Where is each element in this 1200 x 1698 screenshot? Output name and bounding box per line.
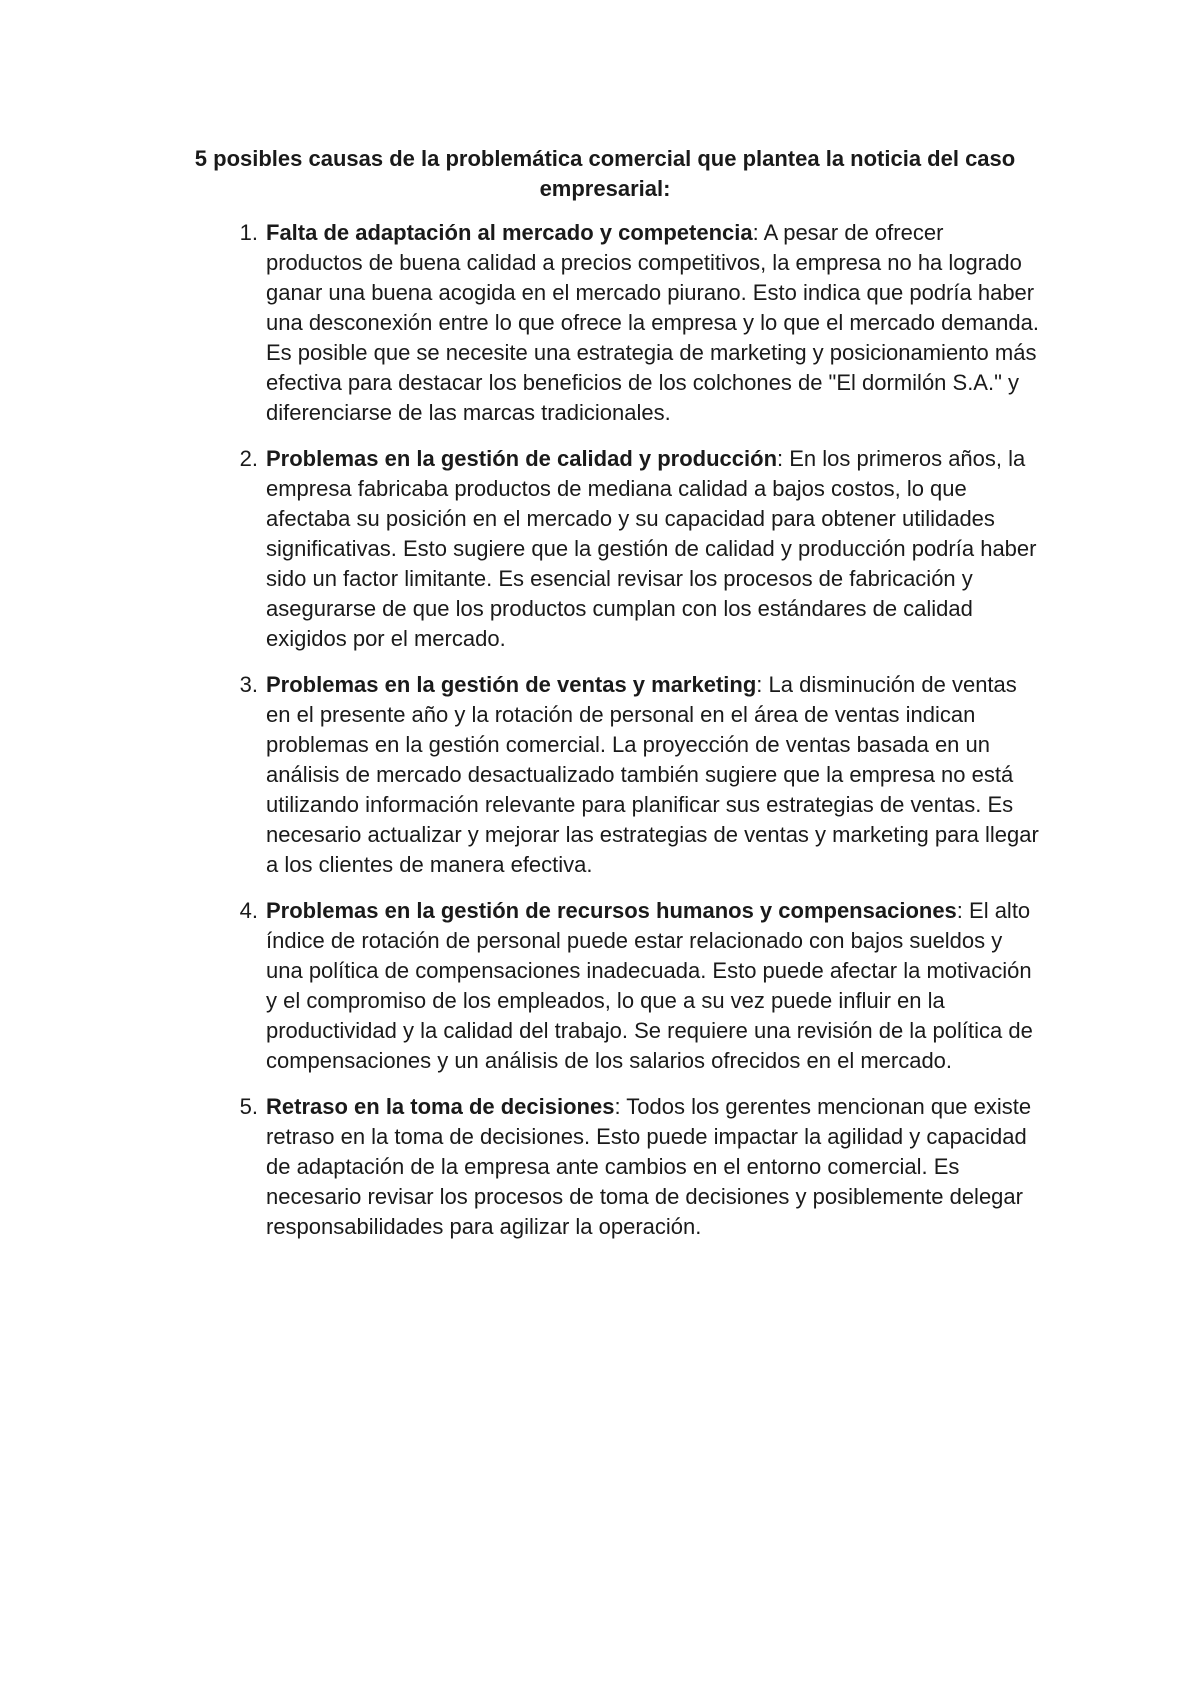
list-item — [0, 1092, 1200, 1242]
list-item-text: : En los primeros años, la empresa fabricaba productos de mediana calidad a bajos costos, lo que afectaba su posición en el mercado y su capacidad para obtener utilidades significativas. Esto sugiere que la gestión de calidad y producción podría haber sido un factor limitante. Es esencial revisar los procesos de fabricación y asegurarse de que los productos cumplan con los estándares de calidad exigidos por el mercado. — [266, 446, 1037, 651]
list-item-number: 5. — [239, 1094, 258, 1119]
list-item-heading: Falta de adaptación al mercado y competencia — [266, 220, 753, 245]
list-item-text: : El alto índice de rotación de personal puede estar relacionado con bajos sueldos y una política de compensaciones inadecuada. Esto puede afectar la motivación y el compromiso de los empleados, lo que a su vez puede influir en la productividad y la calidad del trabajo. Se requiere una revisión de la política de compensaciones y un análisis de los salarios ofrecidos en el mercado. — [266, 898, 1033, 1073]
list-item-number: 4. — [239, 898, 258, 923]
list-item — [0, 670, 1200, 880]
list-item-body — [266, 896, 1041, 1076]
list-item-heading: Problemas en la gestión de recursos humanos y compensaciones — [266, 898, 957, 923]
list-item-number: 2. — [239, 446, 258, 471]
list-item-text: : Todos los gerentes mencionan que existe retraso en la toma de decisiones. Esto puede impactar la agilidad y capacidad de adaptación de la empresa ante cambios en el entorno comercial. Es necesario revisar los procesos de toma de decisiones y posiblemente delegar responsabilidades para agilizar la operación. — [266, 1094, 1032, 1239]
document-title: 5 posibles causas de la problemática comercial que plantea la noticia del caso empresarial: — [194, 146, 1016, 201]
list-item-text: : A pesar de ofrecer productos de buena calidad a precios competitivos, la empresa no ha logrado ganar una buena acogida en el mercado piurano. Esto indica que podría haber una desconexión entre lo que ofrece la empresa y lo que el mercado demanda. Es posible que se necesite una estrategia de marketing y posicionamiento más efectiva para destacar los beneficios de los colchones de "El dormilón S.A." y diferenciarse de las marcas tradicionales. — [266, 220, 1039, 425]
list-item-body — [266, 218, 1041, 428]
list-item-heading: Problemas en la gestión de calidad y producción — [266, 446, 778, 471]
list-item-number: 1. — [239, 220, 258, 245]
causes-list — [0, 218, 1200, 1258]
list-item — [0, 218, 1200, 428]
list-item-body — [266, 670, 1041, 880]
list-item-number: 3. — [239, 672, 258, 697]
list-item-text: : La disminución de ventas en el presente año y la rotación de personal en el área de ventas indican problemas en la gestión comercial. La proyección de ventas basada en un análisis de mercado desactualizado también sugiere que la empresa no está utilizando información relevante para planificar sus estrategias de ventas. Es necesario actualizar y mejorar las estrategias de ventas y marketing para llegar a los clientes de manera efectiva. — [266, 672, 1039, 877]
list-item — [0, 444, 1200, 654]
list-item-body — [266, 444, 1041, 654]
list-item-body — [266, 1092, 1041, 1242]
list-item-heading: Problemas en la gestión de ventas y marketing — [266, 672, 757, 697]
list-item-heading: Retraso en la toma de decisiones — [266, 1094, 615, 1119]
list-item — [0, 896, 1200, 1076]
